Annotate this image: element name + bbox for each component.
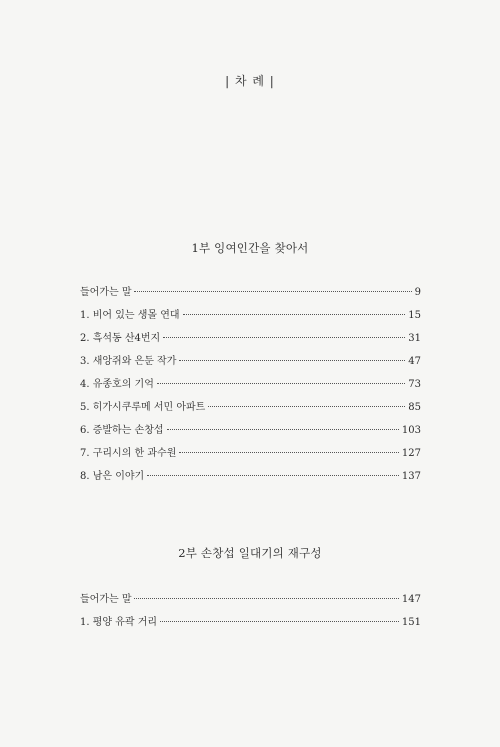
toc-entry-label: 3. 새앙쥐와 은둔 작가 [80, 356, 177, 367]
dot-leader [134, 290, 411, 292]
toc-entry-label: 6. 증발하는 손창섭 [80, 425, 164, 436]
toc-entry [80, 592, 421, 615]
part-1-heading: 1부 잉여인간을 찾아서 [191, 241, 309, 255]
toc-entry-label: 들어가는 말 [80, 287, 132, 298]
toc-entry [80, 615, 421, 638]
toc-entry-page: 31 [408, 333, 421, 344]
dot-leader [179, 451, 399, 453]
dot-leader [157, 382, 405, 384]
toc-entry-label: 들어가는 말 [80, 594, 132, 605]
toc-entry-page: 137 [401, 471, 421, 482]
toc-entry [80, 423, 421, 446]
toc-entry [80, 285, 421, 308]
toc-entry [80, 377, 421, 400]
part-1-toc-list [80, 285, 421, 492]
part-2-toc-list [80, 592, 421, 638]
toc-entry [80, 446, 421, 469]
toc-entry-label: 5. 히가시쿠루메 서민 아파트 [80, 402, 206, 413]
dot-leader [147, 474, 399, 476]
toc-entry-page: 151 [401, 617, 421, 628]
dot-leader [167, 428, 399, 430]
toc-entry [80, 331, 421, 354]
toc-entry-label: 4. 유종호의 기억 [80, 379, 154, 390]
toc-entry [80, 308, 421, 331]
dot-leader [163, 336, 405, 338]
toc-entry-page: 103 [401, 425, 421, 436]
toc-entry-page: 127 [401, 448, 421, 459]
toc-entry-page: 47 [408, 356, 421, 367]
toc-entry-page: 73 [408, 379, 421, 390]
toc-entry-label: 2. 흑석동 산4번지 [80, 333, 161, 344]
toc-entry-page: 147 [401, 594, 421, 605]
toc-entry-page: 15 [408, 310, 421, 321]
toc-entry-label: 8. 남은 이야기 [80, 471, 145, 482]
toc-entry-page: 9 [414, 287, 421, 298]
dot-leader [208, 405, 405, 407]
toc-entry-label: 1. 평양 유곽 거리 [80, 617, 158, 628]
toc-entry-page: 85 [408, 402, 421, 413]
toc-entry-label: 7. 구리시의 한 과수원 [80, 448, 177, 459]
toc-entry [80, 354, 421, 377]
toc-entry [80, 400, 421, 423]
dot-leader [134, 597, 398, 599]
part-2-heading: 2부 손창섭 일대기의 재구성 [178, 546, 322, 560]
dot-leader [160, 620, 399, 622]
dot-leader [183, 313, 406, 315]
toc-title: | 차 례 | [225, 74, 275, 88]
dot-leader [179, 359, 405, 361]
toc-entry-label: 1. 비어 있는 생몰 연대 [80, 310, 180, 321]
toc-entry [80, 469, 421, 492]
